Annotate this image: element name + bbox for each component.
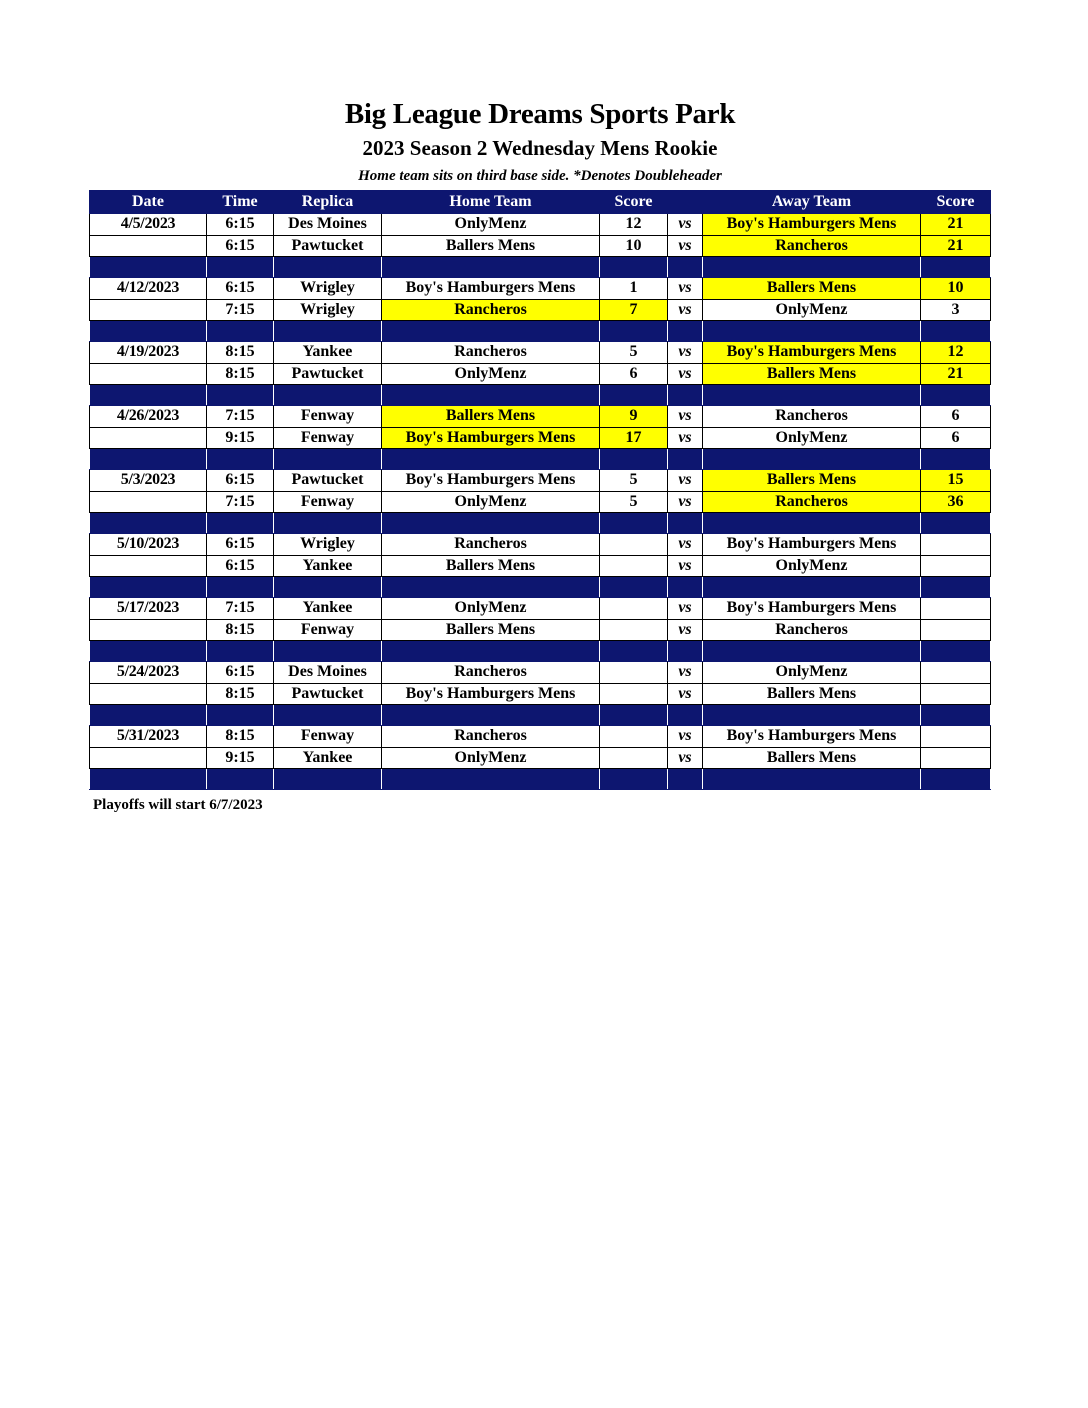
away-team-cell: Boy's Hamburgers Mens xyxy=(703,726,921,748)
separator-cell xyxy=(274,321,382,342)
home-score-cell xyxy=(600,598,668,620)
separator-cell xyxy=(207,705,274,726)
time-cell: 7:15 xyxy=(207,598,274,620)
week-separator xyxy=(90,705,991,726)
separator-cell xyxy=(274,257,382,278)
vs-cell: vs xyxy=(668,598,703,620)
time-cell: 6:15 xyxy=(207,470,274,492)
separator-cell xyxy=(274,577,382,598)
separator-cell xyxy=(921,385,991,406)
replica-cell: Fenway xyxy=(274,406,382,428)
separator-cell xyxy=(382,513,600,534)
replica-cell: Fenway xyxy=(274,726,382,748)
away-team-cell: Boy's Hamburgers Mens xyxy=(703,342,921,364)
week-separator xyxy=(90,385,991,406)
vs-cell: vs xyxy=(668,470,703,492)
schedule-body xyxy=(90,214,991,790)
away-team-cell: Boy's Hamburgers Mens xyxy=(703,534,921,556)
playoffs-note: Playoffs will start 6/7/2023 xyxy=(93,797,263,813)
separator-cell xyxy=(668,577,703,598)
separator-cell xyxy=(90,449,207,470)
vs-cell: vs xyxy=(668,235,703,257)
table-row xyxy=(90,363,991,385)
vs-cell: vs xyxy=(668,534,703,556)
separator-cell xyxy=(382,449,600,470)
table-row xyxy=(90,299,991,321)
table-row xyxy=(90,278,991,300)
vs-cell: vs xyxy=(668,683,703,705)
home-team-cell: Boy's Hamburgers Mens xyxy=(382,470,600,492)
separator-cell xyxy=(921,577,991,598)
vs-cell: vs xyxy=(668,555,703,577)
time-cell: 6:15 xyxy=(207,278,274,300)
week-separator xyxy=(90,769,991,790)
vs-cell: vs xyxy=(668,726,703,748)
home-score-cell xyxy=(600,619,668,641)
time-cell: 8:15 xyxy=(207,363,274,385)
separator-cell xyxy=(382,257,600,278)
separator-cell xyxy=(703,705,921,726)
vs-cell: vs xyxy=(668,278,703,300)
separator-cell xyxy=(703,321,921,342)
home-team-cell: OnlyMenz xyxy=(382,214,600,236)
home-score-cell: 12 xyxy=(600,214,668,236)
separator-cell xyxy=(668,385,703,406)
home-team-cell: Boy's Hamburgers Mens xyxy=(382,427,600,449)
home-score-cell: 9 xyxy=(600,406,668,428)
separator-cell xyxy=(668,513,703,534)
home-team-cell: Rancheros xyxy=(382,342,600,364)
replica-cell: Wrigley xyxy=(274,278,382,300)
page-title: Big League Dreams Sports Park xyxy=(344,98,736,130)
home-team-cell: OnlyMenz xyxy=(382,747,600,769)
date-cell xyxy=(90,363,207,385)
away-score-cell: 6 xyxy=(921,427,991,449)
date-cell xyxy=(90,747,207,769)
away-score-cell xyxy=(921,555,991,577)
away-score-cell: 21 xyxy=(921,235,991,257)
col-header-time: Time xyxy=(207,191,274,214)
home-score-cell xyxy=(600,683,668,705)
away-score-cell xyxy=(921,747,991,769)
away-team-cell: Rancheros xyxy=(703,406,921,428)
home-team-cell: Ballers Mens xyxy=(382,235,600,257)
replica-cell: Pawtucket xyxy=(274,470,382,492)
separator-cell xyxy=(600,385,668,406)
col-header-away-score: Score xyxy=(921,191,991,214)
table-row xyxy=(90,598,991,620)
time-cell: 7:15 xyxy=(207,491,274,513)
vs-cell: vs xyxy=(668,406,703,428)
time-cell: 6:15 xyxy=(207,214,274,236)
home-score-cell xyxy=(600,726,668,748)
separator-cell xyxy=(921,513,991,534)
separator-cell xyxy=(207,513,274,534)
away-team-cell: Rancheros xyxy=(703,235,921,257)
separator-cell xyxy=(600,769,668,790)
separator-cell xyxy=(668,641,703,662)
date-cell: 4/5/2023 xyxy=(90,214,207,236)
col-header-date: Date xyxy=(90,191,207,214)
schedule-note: Home team sits on third base side. *Denotes Doubleheader xyxy=(358,168,722,184)
away-score-cell: 3 xyxy=(921,299,991,321)
separator-cell xyxy=(668,449,703,470)
time-cell: 8:15 xyxy=(207,619,274,641)
away-score-cell: 15 xyxy=(921,470,991,492)
week-separator xyxy=(90,641,991,662)
away-team-cell: OnlyMenz xyxy=(703,299,921,321)
separator-cell xyxy=(274,641,382,662)
separator-cell xyxy=(382,705,600,726)
table-row xyxy=(90,235,991,257)
replica-cell: Pawtucket xyxy=(274,363,382,385)
vs-cell: vs xyxy=(668,342,703,364)
time-cell: 7:15 xyxy=(207,406,274,428)
separator-cell xyxy=(600,641,668,662)
home-score-cell: 6 xyxy=(600,363,668,385)
table-row xyxy=(90,491,991,513)
date-cell xyxy=(90,235,207,257)
table-row xyxy=(90,534,991,556)
date-cell: 4/19/2023 xyxy=(90,342,207,364)
home-team-cell: OnlyMenz xyxy=(382,598,600,620)
separator-cell xyxy=(600,321,668,342)
home-team-cell: Ballers Mens xyxy=(382,555,600,577)
time-cell: 6:15 xyxy=(207,534,274,556)
home-score-cell: 1 xyxy=(600,278,668,300)
away-score-cell xyxy=(921,662,991,684)
away-team-cell: Ballers Mens xyxy=(703,363,921,385)
separator-cell xyxy=(207,321,274,342)
replica-cell: Fenway xyxy=(274,427,382,449)
home-team-cell: Boy's Hamburgers Mens xyxy=(382,683,600,705)
separator-cell xyxy=(207,385,274,406)
separator-cell xyxy=(90,769,207,790)
away-team-cell: Ballers Mens xyxy=(703,747,921,769)
home-team-cell: OnlyMenz xyxy=(382,491,600,513)
away-score-cell xyxy=(921,534,991,556)
time-cell: 6:15 xyxy=(207,235,274,257)
away-team-cell: Rancheros xyxy=(703,491,921,513)
vs-cell: vs xyxy=(668,491,703,513)
date-cell xyxy=(90,491,207,513)
separator-cell xyxy=(668,257,703,278)
table-row xyxy=(90,555,991,577)
separator-cell xyxy=(668,769,703,790)
separator-cell xyxy=(921,449,991,470)
home-score-cell xyxy=(600,534,668,556)
home-team-cell: Ballers Mens xyxy=(382,406,600,428)
home-team-cell: Rancheros xyxy=(382,299,600,321)
away-score-cell: 12 xyxy=(921,342,991,364)
table-row xyxy=(90,342,991,364)
table-row xyxy=(90,470,991,492)
time-cell: 6:15 xyxy=(207,662,274,684)
home-score-cell: 10 xyxy=(600,235,668,257)
replica-cell: Des Moines xyxy=(274,214,382,236)
replica-cell: Des Moines xyxy=(274,662,382,684)
away-team-cell: Rancheros xyxy=(703,619,921,641)
away-team-cell: Ballers Mens xyxy=(703,683,921,705)
separator-cell xyxy=(668,321,703,342)
separator-cell xyxy=(921,257,991,278)
away-team-cell: OnlyMenz xyxy=(703,555,921,577)
separator-cell xyxy=(921,321,991,342)
separator-cell xyxy=(207,257,274,278)
separator-cell xyxy=(382,577,600,598)
away-team-cell: Ballers Mens xyxy=(703,278,921,300)
separator-cell xyxy=(668,705,703,726)
replica-cell: Fenway xyxy=(274,491,382,513)
time-cell: 8:15 xyxy=(207,726,274,748)
table-row xyxy=(90,214,991,236)
date-cell: 5/17/2023 xyxy=(90,598,207,620)
home-score-cell xyxy=(600,747,668,769)
date-cell xyxy=(90,427,207,449)
date-cell xyxy=(90,619,207,641)
away-score-cell: 21 xyxy=(921,214,991,236)
separator-cell xyxy=(600,513,668,534)
table-row xyxy=(90,662,991,684)
home-score-cell: 17 xyxy=(600,427,668,449)
time-cell: 6:15 xyxy=(207,555,274,577)
vs-cell: vs xyxy=(668,747,703,769)
separator-cell xyxy=(703,385,921,406)
replica-cell: Yankee xyxy=(274,598,382,620)
time-cell: 8:15 xyxy=(207,683,274,705)
time-cell: 9:15 xyxy=(207,747,274,769)
time-cell: 9:15 xyxy=(207,427,274,449)
col-header-replica: Replica xyxy=(274,191,382,214)
separator-cell xyxy=(600,577,668,598)
replica-cell: Wrigley xyxy=(274,534,382,556)
time-cell: 8:15 xyxy=(207,342,274,364)
separator-cell xyxy=(921,705,991,726)
separator-cell xyxy=(921,641,991,662)
away-team-cell: OnlyMenz xyxy=(703,427,921,449)
separator-cell xyxy=(703,577,921,598)
home-team-cell: Ballers Mens xyxy=(382,619,600,641)
table-row xyxy=(90,427,991,449)
separator-cell xyxy=(90,577,207,598)
col-header-home-score: Score xyxy=(600,191,668,214)
home-team-cell: Rancheros xyxy=(382,534,600,556)
col-header-away-team: Away Team xyxy=(703,191,921,214)
separator-cell xyxy=(207,769,274,790)
home-team-cell: Rancheros xyxy=(382,662,600,684)
date-cell: 5/31/2023 xyxy=(90,726,207,748)
separator-cell xyxy=(274,385,382,406)
date-cell: 4/26/2023 xyxy=(90,406,207,428)
separator-cell xyxy=(90,385,207,406)
home-score-cell xyxy=(600,662,668,684)
separator-cell xyxy=(207,577,274,598)
separator-cell xyxy=(207,449,274,470)
separator-cell xyxy=(703,257,921,278)
week-separator xyxy=(90,321,991,342)
col-header-vs xyxy=(668,191,703,214)
date-cell: 5/3/2023 xyxy=(90,470,207,492)
table-row xyxy=(90,726,991,748)
separator-cell xyxy=(703,449,921,470)
week-separator xyxy=(90,577,991,598)
vs-cell: vs xyxy=(668,363,703,385)
away-score-cell: 36 xyxy=(921,491,991,513)
week-separator xyxy=(90,449,991,470)
replica-cell: Yankee xyxy=(274,555,382,577)
col-header-home-team: Home Team xyxy=(382,191,600,214)
table-row xyxy=(90,619,991,641)
separator-cell xyxy=(382,321,600,342)
separator-cell xyxy=(274,769,382,790)
away-team-cell: Boy's Hamburgers Mens xyxy=(703,598,921,620)
away-score-cell xyxy=(921,683,991,705)
date-cell: 4/12/2023 xyxy=(90,278,207,300)
date-cell xyxy=(90,299,207,321)
date-cell: 5/24/2023 xyxy=(90,662,207,684)
date-cell: 5/10/2023 xyxy=(90,534,207,556)
home-score-cell: 7 xyxy=(600,299,668,321)
separator-cell xyxy=(382,385,600,406)
vs-cell: vs xyxy=(668,214,703,236)
away-team-cell: OnlyMenz xyxy=(703,662,921,684)
separator-cell xyxy=(274,449,382,470)
schedule-table xyxy=(89,190,991,790)
page-subtitle: 2023 Season 2 Wednesday Mens Rookie xyxy=(362,136,718,160)
separator-cell xyxy=(382,641,600,662)
away-team-cell: Ballers Mens xyxy=(703,470,921,492)
separator-cell xyxy=(600,449,668,470)
separator-cell xyxy=(274,513,382,534)
home-team-cell: Boy's Hamburgers Mens xyxy=(382,278,600,300)
vs-cell: vs xyxy=(668,619,703,641)
replica-cell: Wrigley xyxy=(274,299,382,321)
home-score-cell: 5 xyxy=(600,491,668,513)
home-score-cell xyxy=(600,555,668,577)
away-team-cell: Boy's Hamburgers Mens xyxy=(703,214,921,236)
separator-cell xyxy=(703,769,921,790)
replica-cell: Pawtucket xyxy=(274,683,382,705)
separator-cell xyxy=(600,257,668,278)
table-row xyxy=(90,683,991,705)
away-score-cell: 21 xyxy=(921,363,991,385)
separator-cell xyxy=(90,705,207,726)
separator-cell xyxy=(921,769,991,790)
separator-cell xyxy=(90,641,207,662)
time-cell: 7:15 xyxy=(207,299,274,321)
date-cell xyxy=(90,555,207,577)
separator-cell xyxy=(90,513,207,534)
replica-cell: Yankee xyxy=(274,747,382,769)
separator-cell xyxy=(600,705,668,726)
separator-cell xyxy=(703,513,921,534)
separator-cell xyxy=(274,705,382,726)
week-separator xyxy=(90,513,991,534)
vs-cell: vs xyxy=(668,662,703,684)
date-cell xyxy=(90,683,207,705)
separator-cell xyxy=(90,321,207,342)
replica-cell: Fenway xyxy=(274,619,382,641)
week-separator xyxy=(90,257,991,278)
away-score-cell: 10 xyxy=(921,278,991,300)
vs-cell: vs xyxy=(668,299,703,321)
replica-cell: Pawtucket xyxy=(274,235,382,257)
away-score-cell xyxy=(921,726,991,748)
table-row xyxy=(90,747,991,769)
separator-cell xyxy=(207,641,274,662)
home-score-cell: 5 xyxy=(600,470,668,492)
separator-cell xyxy=(90,257,207,278)
separator-cell xyxy=(382,769,600,790)
home-score-cell: 5 xyxy=(600,342,668,364)
header-row xyxy=(90,191,991,214)
replica-cell: Yankee xyxy=(274,342,382,364)
vs-cell: vs xyxy=(668,427,703,449)
table-row xyxy=(90,406,991,428)
away-score-cell: 6 xyxy=(921,406,991,428)
away-score-cell xyxy=(921,598,991,620)
separator-cell xyxy=(703,641,921,662)
home-team-cell: OnlyMenz xyxy=(382,363,600,385)
home-team-cell: Rancheros xyxy=(382,726,600,748)
away-score-cell xyxy=(921,619,991,641)
